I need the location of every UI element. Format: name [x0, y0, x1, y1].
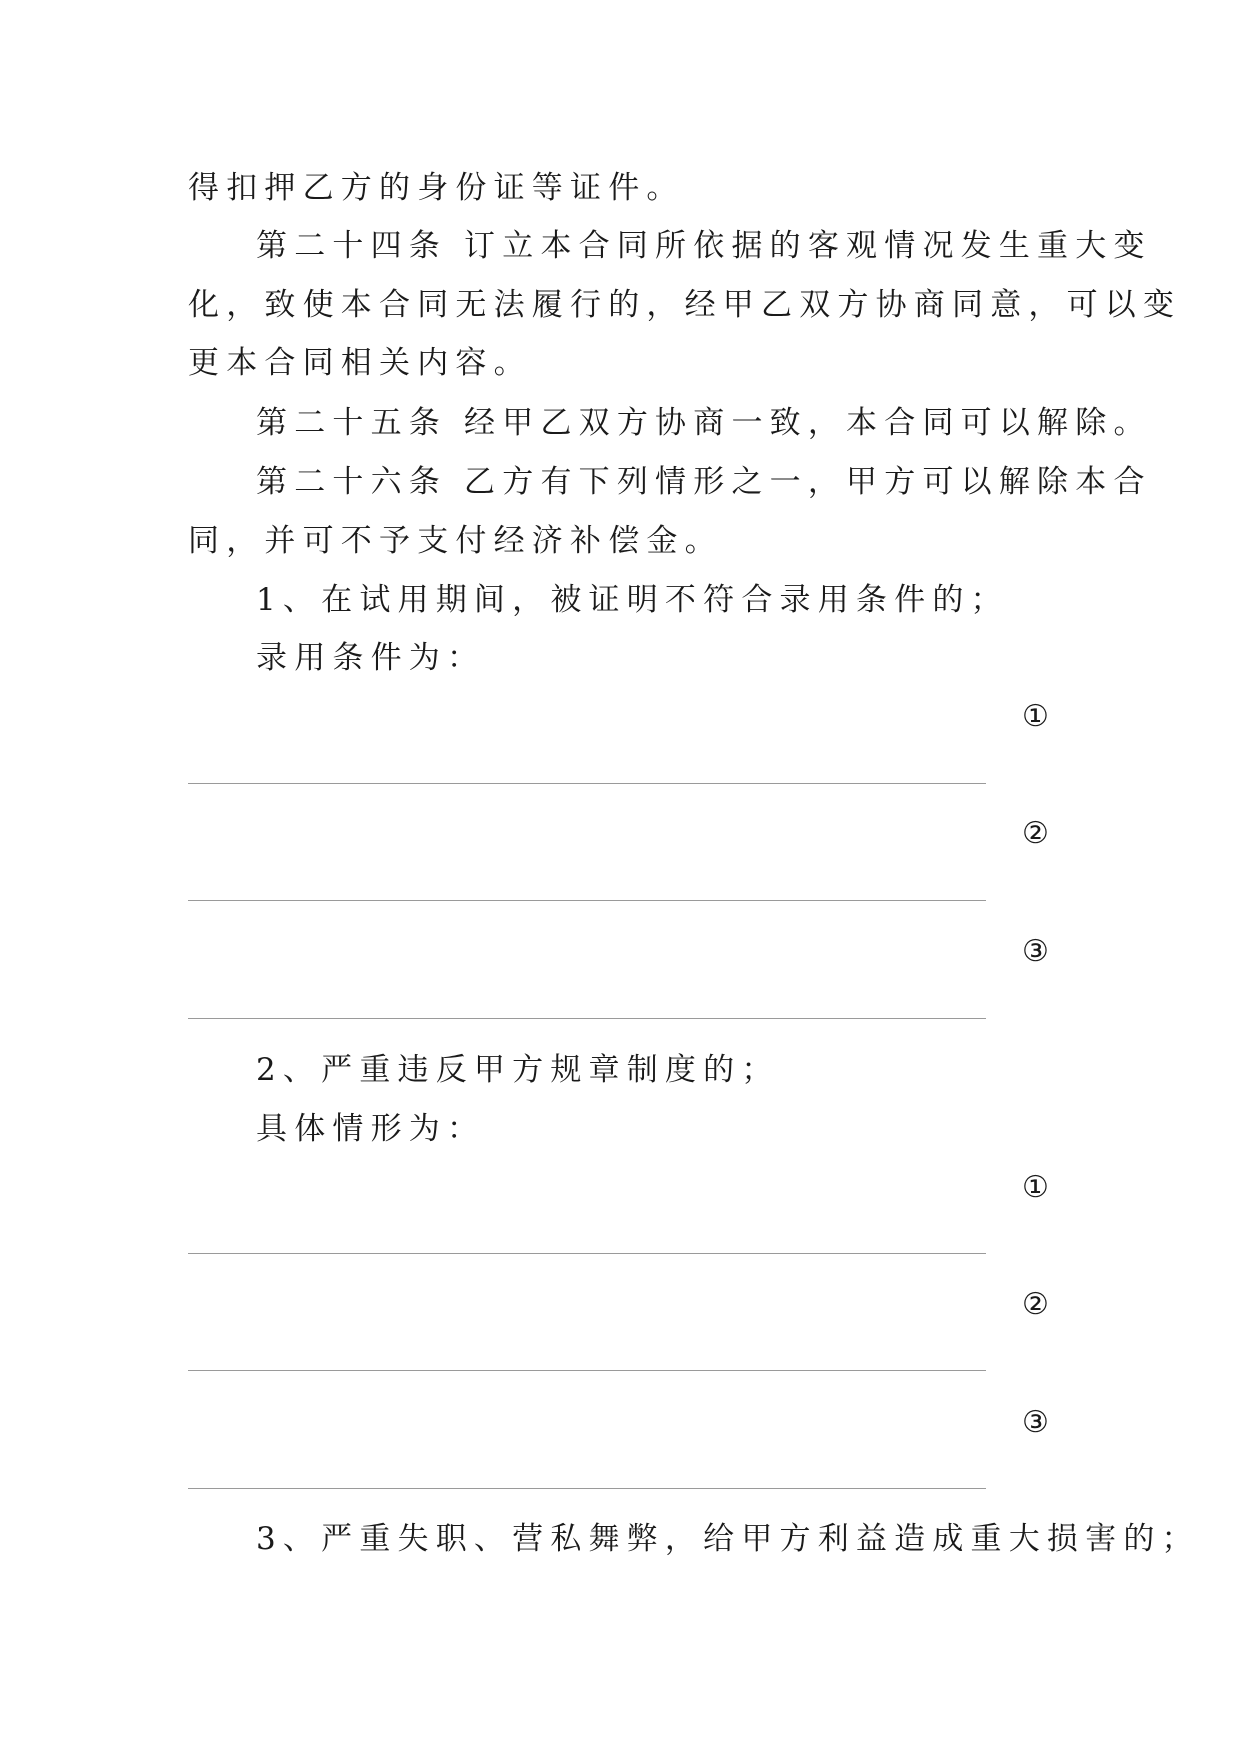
article-24-line-1: 第二十四条 订立本合同所依据的客观情况发生重大变 [256, 228, 1152, 264]
item-2-blank-line-2 [188, 1370, 986, 1371]
item-1-blank-line-2 [188, 900, 986, 901]
article-26-line-2: 同，并可不予支付经济补偿金。 [188, 523, 723, 559]
item-2-blank-marker-1: ① [1022, 1170, 1049, 1205]
item-2-blank-marker-2: ② [1022, 1287, 1049, 1322]
item-1-blank-marker-2: ② [1022, 816, 1049, 851]
item-2-circumstances-label: 具体情形为： [256, 1111, 486, 1147]
item-2-line: 2、严重违反甲方规章制度的； [256, 1052, 780, 1088]
item-1-blank-marker-1: ① [1022, 699, 1049, 734]
item-3-line: 3、严重失职、营私舞弊，给甲方利益造成重大损害的； [256, 1521, 1200, 1557]
item-1-blank-line-3 [188, 1018, 986, 1019]
item-2-blank-line-1 [188, 1253, 986, 1254]
paragraph-line: 得扣押乙方的身份证等证件。 [188, 170, 685, 206]
item-1-blank-marker-3: ③ [1022, 934, 1049, 969]
article-24-line-3: 更本合同相关内容。 [188, 345, 532, 381]
item-2-blank-marker-3: ③ [1022, 1405, 1049, 1440]
item-1-conditions-label: 录用条件为： [256, 640, 486, 676]
item-2-blank-line-3 [188, 1488, 986, 1489]
article-24-line-2: 化，致使本合同无法履行的，经甲乙双方协商同意，可以变 [188, 287, 1182, 323]
article-25-line: 第二十五条 经甲乙双方协商一致，本合同可以解除。 [256, 405, 1152, 441]
item-1-blank-line-1 [188, 783, 986, 784]
article-26-line-1: 第二十六条 乙方有下列情形之一，甲方可以解除本合 [256, 464, 1152, 500]
item-1-line: 1、在试用期间，被证明不符合录用条件的； [256, 582, 1009, 618]
